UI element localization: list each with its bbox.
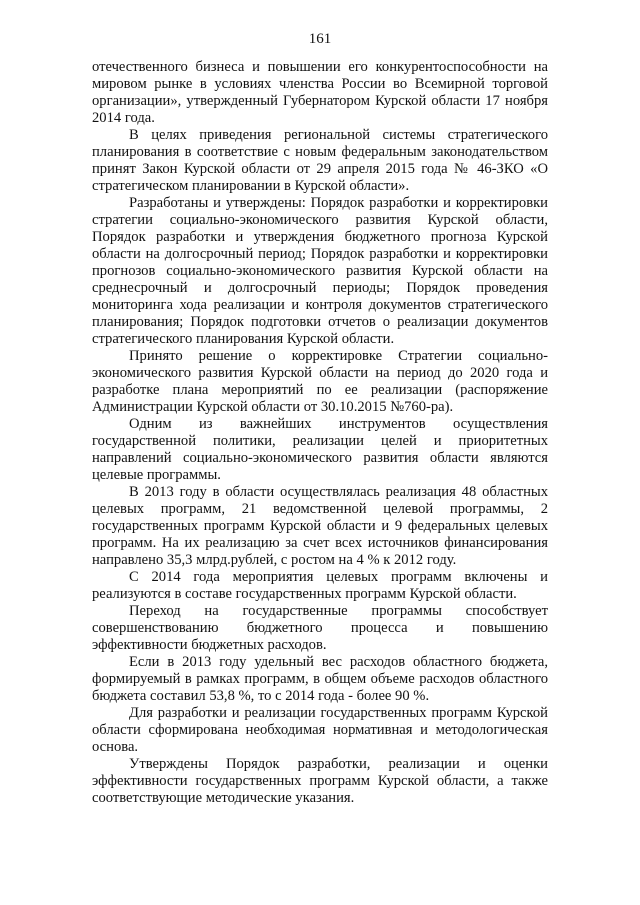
paragraph-2: В целях приведения региональной системы стратегического планирования в соответствие с новым федеральным законодательством принят Закон Курской области от 29 апреля 2015 года № 46-ЗКО «О стратегическом планировании в Курской области». (92, 127, 548, 194)
paragraph-4: Принято решение о корректировке Стратегии социально-экономического развития Курской области на период до 2020 года и разработке плана мероприятий по ее реализации (распоряжение Администрации Курской области от 30.10.2015 №760-ра). (92, 348, 548, 415)
paragraph-8: Переход на государственные программы способствует совершенствованию бюджетного процесса и повышению эффективности бюджетных расходов. (92, 603, 548, 653)
paragraph-7: С 2014 года мероприятия целевых программ включены и реализуются в составе государственных программ Курской области. (92, 569, 548, 602)
document-page (92, 30, 548, 807)
page-number: 161 (308, 31, 332, 47)
paragraph-6: В 2013 году в области осуществлялась реализация 48 областных целевых программ, 21 ведомственной целевой программы, 2 государственных программ Курской области и 9 федеральных целевых программ. На их реализацию за счет всех источников финансирования направлено 35,3 млрд.рублей, с ростом на 4 % к 2012 году. (92, 484, 548, 568)
paragraph-3: Разработаны и утверждены: Порядок разработки и корректировки стратегии социально-экономического развития Курской области, Порядок разработки и утверждения бюджетного прогноза Курской области на долгосрочный период; Порядок разработки и корректировки прогнозов социально-экономического развития Курской области на среднесрочный и долгосрочный периоды; Порядок проведения мониторинга хода реализации и контроля документов стратегического планирования; Порядок подготовки отчетов о реализации документов стратегического планирования Курской области. (92, 195, 548, 347)
paragraph-5: Одним из важнейших инструментов осуществления государственной политики, реализации целей и приоритетных направлений социально-экономического развития области являются целевые программы. (92, 416, 548, 483)
paragraph-1: отечественного бизнеса и повышении его конкурентоспособности на мировом рынке в условиях членства России во Всемирной торговой организации», утвержденный Губернатором Курской области 17 ноября 2014 года. (92, 59, 548, 126)
paragraph-10: Для разработки и реализации государственных программ Курской области сформирована необходимая нормативная и методологическая основа. (92, 705, 548, 755)
paragraph-9: Если в 2013 году удельный вес расходов областного бюджета, формируемый в рамках программ, в общем объеме расходов областного бюджета составил 53,8 %, то с 2014 года - более 90 %. (92, 654, 548, 704)
paragraph-11: Утверждены Порядок разработки, реализации и оценки эффективности государственных программ Курской области, а также соответствующие методические указания. (92, 756, 548, 806)
